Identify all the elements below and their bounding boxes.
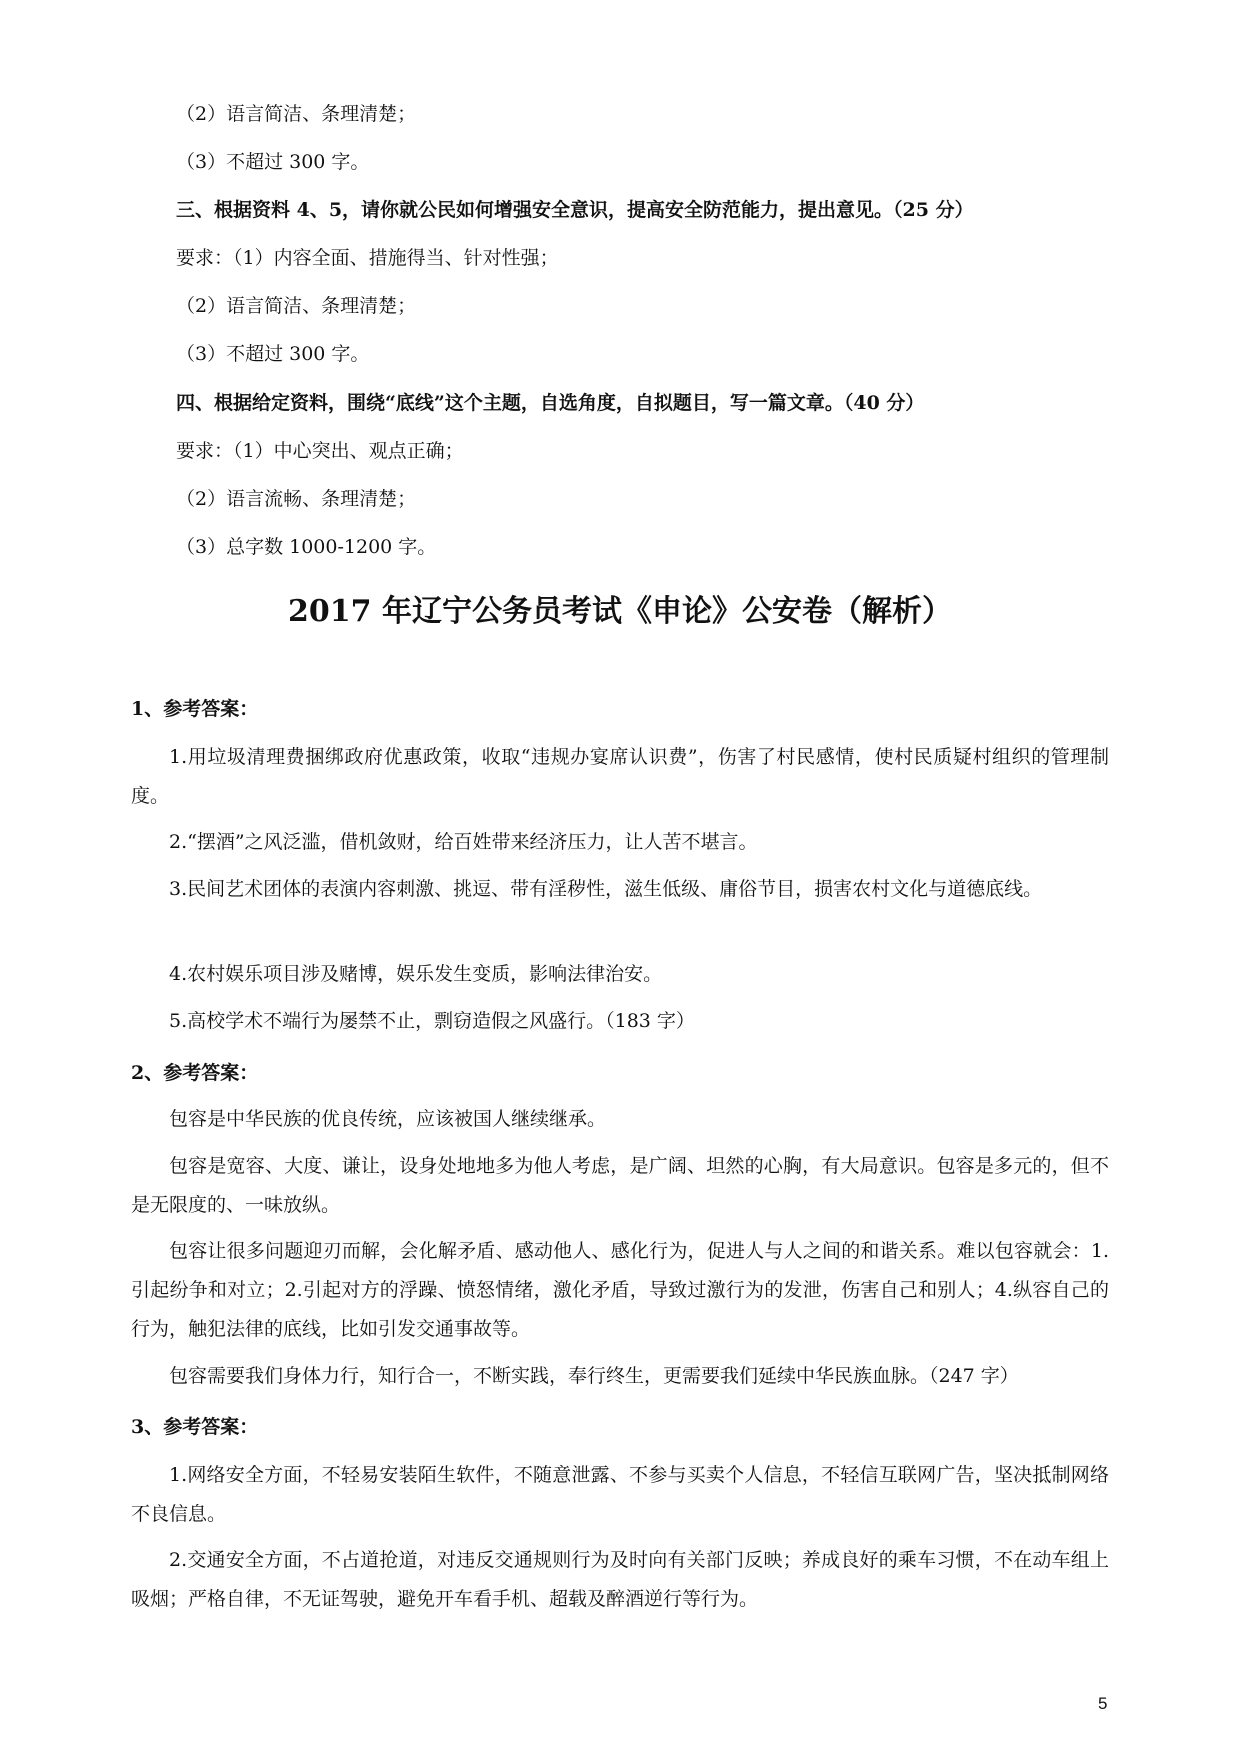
- q3-requirement-1: 要求：（1）内容全面、措施得当、针对性强；: [176, 247, 559, 269]
- page-number: 5: [1098, 1694, 1108, 1713]
- answer-1-item-1: 1.用垃圾清理费捆绑政府优惠政策，收取“违规办宴席认识费”，伤害了村民感情，使村民质疑村组织的管理制度。: [131, 746, 1109, 807]
- answer-1-label: 1、参考答案：: [131, 698, 259, 720]
- answer-1-item-3: 3.民间艺术团体的表演内容刺激、挑逗、带有淫秽性，滋生低级、庸俗节目，损害农村文化与道德底线。: [169, 878, 1043, 900]
- q4-requirement-3: （3）总字数 1000-1200 字。: [176, 536, 437, 558]
- answer-2-para-3: 包容让很多问题迎刃而解，会化解矛盾、感动他人、感化行为，促进人与人之间的和谐关系。难以包容就会：1.引起纷争和对立；2.引起对方的浮躁、愤怒情绪，激化矛盾，导致过激行为的发泄，伤害自己和别人；4.纵容自己的行为，触犯法律的底线，比如引发交通事故等。: [131, 1240, 1109, 1340]
- answer-2-label: 2、参考答案：: [131, 1062, 259, 1084]
- answer-2-para-2: 包容是宽容、大度、谦让，设身处地地多为他人考虑，是广阔、坦然的心胸，有大局意识。包容是多元的，但不是无限度的、一味放纵。: [131, 1155, 1109, 1216]
- q4-requirement-2: （2）语言流畅、条理清楚；: [176, 488, 417, 510]
- answer-1-item-2: 2.“摆酒”之风泛滥，借机敛财，给百姓带来经济压力，让人苦不堪言。: [169, 831, 758, 853]
- q2-requirement-2: （2）语言简洁、条理清楚；: [176, 103, 417, 125]
- answer-2-para-1: 包容是中华民族的优良传统，应该被国人继续继承。: [169, 1108, 607, 1130]
- answer-3-item-1: 1.网络安全方面，不轻易安装陌生软件，不随意泄露、不参与买卖个人信息，不轻信互联网广告，坚决抵制网络不良信息。: [131, 1464, 1109, 1525]
- answer-3-item-2: 2.交通安全方面，不占道抢道，对违反交通规则行为及时向有关部门反映；养成良好的乘车习惯，不在动车组上吸烟；严格自律，不无证驾驶，避免开车看手机、超载及醉酒逆行等行为。: [131, 1549, 1109, 1610]
- question-3-heading: 三、根据资料 4、5，请你就公民如何增强安全意识，提高安全防范能力，提出意见。（25 分）: [176, 199, 974, 221]
- q4-requirement-1: 要求：（1）中心突出、观点正确；: [176, 440, 464, 462]
- answer-1-item-5: 5.高校学术不端行为屡禁不止，剽窃造假之风盛行。（183 字）: [169, 1010, 695, 1032]
- answer-1-item-4: 4.农村娱乐项目涉及赌博，娱乐发生变质，影响法律治安。: [169, 963, 663, 985]
- q3-requirement-3: （3）不超过 300 字。: [176, 343, 370, 365]
- page-title: 2017 年辽宁公务员考试《申论》公安卷（解析）: [288, 594, 952, 629]
- question-4-heading: 四、根据给定资料，围绕“底线”这个主题，自选角度，自拟题目，写一篇文章。（40 分）: [176, 392, 925, 414]
- answer-3-label: 3、参考答案：: [131, 1416, 259, 1438]
- q2-requirement-3: （3）不超过 300 字。: [176, 151, 370, 173]
- q3-requirement-2: （2）语言简洁、条理清楚；: [176, 295, 417, 317]
- answer-2-para-4: 包容需要我们身体力行，知行合一，不断实践，奉行终生，更需要我们延续中华民族血脉。（247 字）: [169, 1365, 1019, 1387]
